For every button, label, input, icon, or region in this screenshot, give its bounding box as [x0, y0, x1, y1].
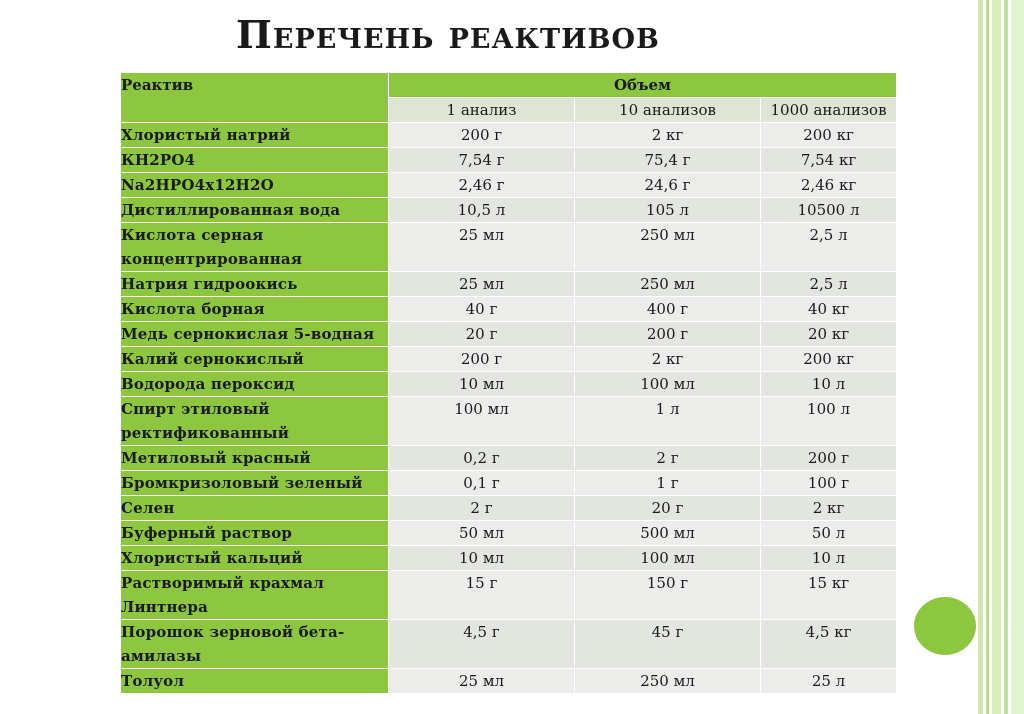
reagent-name-cell: Толуол: [121, 669, 389, 694]
column-header-1-analysis: 1 анализ: [389, 98, 575, 123]
reagent-name-cell: Водорода пероксид: [121, 372, 389, 397]
table-row: [121, 372, 897, 397]
volume-1-analysis-cell: 15 г: [389, 571, 575, 620]
reagent-name-cell: Калий сернокислый: [121, 347, 389, 372]
volume-1-analysis-cell: 25 мл: [389, 272, 575, 297]
volume-1000-analyses-cell: 2,5 л: [761, 223, 897, 272]
volume-1000-analyses-cell: 100 л: [761, 397, 897, 446]
volume-1000-analyses-cell: 20 кг: [761, 322, 897, 347]
column-header-1000-analyses: 1000 анализов: [761, 98, 897, 123]
volume-1-analysis-cell: 0,2 г: [389, 446, 575, 471]
volume-1000-analyses-cell: 100 г: [761, 471, 897, 496]
volume-1000-analyses-cell: 10 л: [761, 546, 897, 571]
volume-1000-analyses-cell: 7,54 кг: [761, 148, 897, 173]
volume-10-analyses-cell: 200 г: [575, 322, 761, 347]
volume-10-analyses-cell: 100 мл: [575, 372, 761, 397]
table-row: [121, 173, 897, 198]
reagent-name-cell: Буферный раствор: [121, 521, 389, 546]
table-row: [121, 669, 897, 694]
volume-1-analysis-cell: 40 г: [389, 297, 575, 322]
volume-1-analysis-cell: 25 мл: [389, 223, 575, 272]
volume-1000-analyses-cell: 2 кг: [761, 496, 897, 521]
volume-1000-analyses-cell: 2,5 л: [761, 272, 897, 297]
reagent-name-cell: Метиловый красный: [121, 446, 389, 471]
volume-10-analyses-cell: 500 мл: [575, 521, 761, 546]
reagent-name-cell: Селен: [121, 496, 389, 521]
page-title: Перечень реактивов: [236, 12, 660, 57]
reagent-name-cell: Дистиллированная вода: [121, 198, 389, 223]
table-row: [121, 123, 897, 148]
volume-10-analyses-cell: 45 г: [575, 620, 761, 669]
volume-10-analyses-cell: 24,6 г: [575, 173, 761, 198]
volume-1000-analyses-cell: 25 л: [761, 669, 897, 694]
volume-10-analyses-cell: 2 кг: [575, 123, 761, 148]
volume-1000-analyses-cell: 200 г: [761, 446, 897, 471]
volume-10-analyses-cell: 75,4 г: [575, 148, 761, 173]
table-row: [121, 272, 897, 297]
volume-1-analysis-cell: 0,1 г: [389, 471, 575, 496]
volume-1000-analyses-cell: 10 л: [761, 372, 897, 397]
table-row: [121, 223, 897, 272]
volume-10-analyses-cell: 1 г: [575, 471, 761, 496]
volume-1-analysis-cell: 10 мл: [389, 546, 575, 571]
reagent-name-cell: Хлористый натрий: [121, 123, 389, 148]
reagent-name-cell: Медь сернокислая 5-водная: [121, 322, 389, 347]
reagent-name-cell: Na2HPO4x12H2O: [121, 173, 389, 198]
volume-10-analyses-cell: 20 г: [575, 496, 761, 521]
reagent-name-cell: Порошок зерновой бета-амилазы: [121, 620, 389, 669]
table-row: [121, 297, 897, 322]
table-row: [121, 347, 897, 372]
volume-1-analysis-cell: 20 г: [389, 322, 575, 347]
decor-circle: [914, 597, 976, 655]
volume-10-analyses-cell: 250 мл: [575, 272, 761, 297]
volume-1000-analyses-cell: 200 кг: [761, 347, 897, 372]
volume-10-analyses-cell: 2 кг: [575, 347, 761, 372]
volume-10-analyses-cell: 105 л: [575, 198, 761, 223]
reagent-name-cell: Спирт этиловый ректификованный: [121, 397, 389, 446]
volume-10-analyses-cell: 400 г: [575, 297, 761, 322]
table-row: [121, 496, 897, 521]
table-row: [121, 571, 897, 620]
decor-stripe: [1011, 0, 1024, 714]
decor-stripe: [1004, 0, 1008, 714]
table-row: [121, 546, 897, 571]
volume-10-analyses-cell: 1 л: [575, 397, 761, 446]
reagent-name-cell: Кислота борная: [121, 297, 389, 322]
volume-1000-analyses-cell: 200 кг: [761, 123, 897, 148]
volume-1-analysis-cell: 2,46 г: [389, 173, 575, 198]
volume-10-analyses-cell: 250 мл: [575, 223, 761, 272]
table-row: [121, 620, 897, 669]
volume-1-analysis-cell: 100 мл: [389, 397, 575, 446]
table-row: [121, 471, 897, 496]
volume-1000-analyses-cell: 10500 л: [761, 198, 897, 223]
reagent-name-cell: КН2РО4: [121, 148, 389, 173]
volume-10-analyses-cell: 150 г: [575, 571, 761, 620]
volume-1000-analyses-cell: 4,5 кг: [761, 620, 897, 669]
volume-1000-analyses-cell: 50 л: [761, 521, 897, 546]
table-row: [121, 148, 897, 173]
volume-1-analysis-cell: 10 мл: [389, 372, 575, 397]
column-header-10-analyses: 10 анализов: [575, 98, 761, 123]
volume-10-analyses-cell: 100 мл: [575, 546, 761, 571]
decor-stripe: [992, 0, 1001, 714]
volume-1-analysis-cell: 4,5 г: [389, 620, 575, 669]
decor-stripe: [978, 0, 983, 714]
decor-stripe: [986, 0, 989, 714]
volume-1-analysis-cell: 2 г: [389, 496, 575, 521]
reagent-name-cell: Растворимый крахмал Линтнера: [121, 571, 389, 620]
reagent-name-cell: Бромкризоловый зеленый: [121, 471, 389, 496]
volume-10-analyses-cell: 250 мл: [575, 669, 761, 694]
volume-1-analysis-cell: 25 мл: [389, 669, 575, 694]
column-header-reagent: Реактив: [121, 73, 389, 123]
volume-1-analysis-cell: 10,5 л: [389, 198, 575, 223]
volume-1-analysis-cell: 7,54 г: [389, 148, 575, 173]
volume-10-analyses-cell: 2 г: [575, 446, 761, 471]
table-row: [121, 397, 897, 446]
reagents-table: [120, 72, 897, 694]
column-header-volume: Объем: [389, 73, 897, 98]
volume-1-analysis-cell: 200 г: [389, 347, 575, 372]
volume-1000-analyses-cell: 2,46 кг: [761, 173, 897, 198]
volume-1000-analyses-cell: 40 кг: [761, 297, 897, 322]
table-row: [121, 446, 897, 471]
table-row: [121, 198, 897, 223]
reagent-name-cell: Хлористый кальций: [121, 546, 389, 571]
volume-1-analysis-cell: 50 мл: [389, 521, 575, 546]
reagent-name-cell: Натрия гидроокись: [121, 272, 389, 297]
volume-1000-analyses-cell: 15 кг: [761, 571, 897, 620]
table-row: [121, 521, 897, 546]
volume-1-analysis-cell: 200 г: [389, 123, 575, 148]
table-row: [121, 322, 897, 347]
reagent-name-cell: Кислота серная концентрированная: [121, 223, 389, 272]
